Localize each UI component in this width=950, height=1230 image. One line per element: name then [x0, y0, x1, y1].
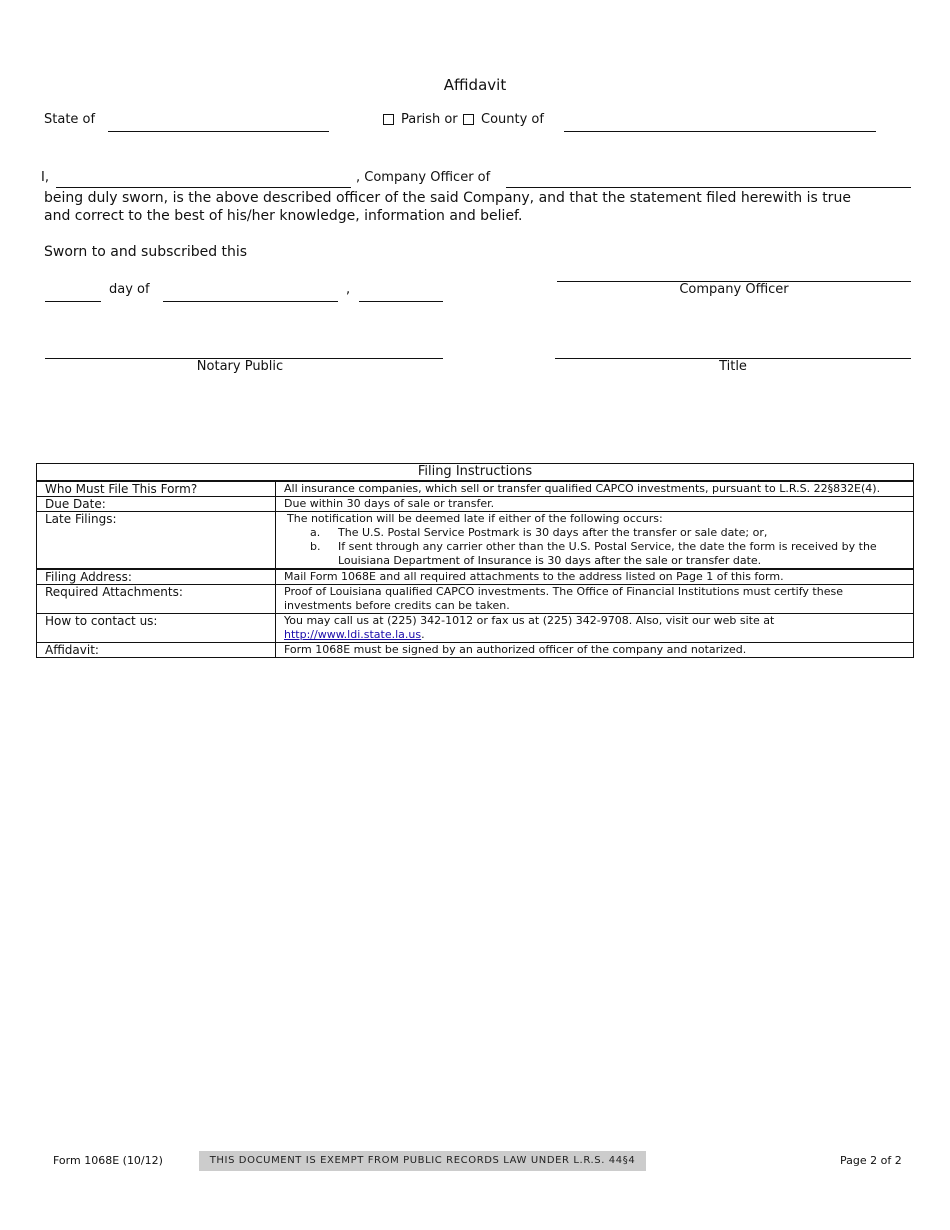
notary-public-signature[interactable] — [45, 340, 443, 359]
statement-line-2: and correct to the best of his/her knowledge, information and belief. — [44, 208, 523, 224]
notary-public-label: Notary Public — [196, 359, 284, 374]
list-item — [284, 526, 905, 540]
table-row — [37, 512, 914, 570]
year-field[interactable] — [359, 283, 443, 302]
who-must-file-label: Who Must File This Form? — [37, 481, 276, 497]
list-marker: b. — [310, 540, 321, 553]
who-must-file-text: All insurance companies, which sell or transfer qualified CAPCO investments, pursuant to L.R.S. 22§832E(4). — [276, 481, 914, 497]
county-checkbox[interactable] — [463, 114, 474, 125]
company-officer-label: Company Officer — [679, 282, 789, 297]
website-link[interactable]: http://www.ldi.state.la.us — [284, 628, 422, 641]
contact-period: . — [421, 628, 425, 641]
i-label: I, — [41, 170, 49, 185]
state-field[interactable] — [108, 113, 329, 132]
filing-address-label: Filing Address: — [37, 569, 276, 585]
contact-text: You may call us at (225) 342-1012 or fax us at (225) 342-9708. Also, visit our web site at — [284, 614, 775, 627]
day-of-label: day of — [109, 282, 150, 297]
month-field[interactable] — [163, 283, 338, 302]
title-label: Title — [719, 359, 747, 374]
company-officer-signature[interactable] — [557, 263, 911, 282]
affidavit-row-text: Form 1068E must be signed by an authorized officer of the company and notarized. — [276, 643, 914, 658]
list-marker: a. — [310, 526, 321, 539]
parish-county-field[interactable] — [564, 113, 876, 132]
list-item — [284, 540, 905, 568]
exempt-notice: THIS DOCUMENT IS EXEMPT FROM PUBLIC RECORDS LAW UNDER L.R.S. 44§4 — [199, 1151, 646, 1171]
filing-instructions-header-row — [37, 464, 914, 482]
table-row — [37, 481, 914, 497]
title-field[interactable] — [555, 340, 911, 359]
company-name-field[interactable] — [506, 169, 911, 188]
affidavit-row-label: Affidavit: — [37, 643, 276, 658]
late-filings-label: Late Filings: — [37, 512, 276, 570]
comma-separator: , — [346, 282, 351, 297]
officer-name-field[interactable] — [56, 169, 351, 188]
required-attachments-label: Required Attachments: — [37, 585, 276, 614]
late-filings-intro: The notification will be deemed late if either of the following occurs: — [287, 512, 663, 525]
late-filings-list — [284, 526, 905, 568]
county-label: County of — [481, 112, 544, 127]
filing-address-text: Mail Form 1068E and all required attachments to the address listed on Page 1 of this form. — [276, 569, 914, 585]
list-item-text: If sent through any carrier other than the U.S. Postal Service, the date the form is received by the Louisiana Department of Insurance is 30 days after the sale or transfer date. — [338, 540, 877, 567]
sworn-label: Sworn to and subscribed this — [44, 244, 248, 260]
page-number: Page 2 of 2 — [840, 1154, 902, 1167]
table-row — [37, 614, 914, 643]
parish-label: Parish or — [401, 112, 458, 127]
day-field[interactable] — [45, 283, 101, 302]
filing-instructions-heading: Filing Instructions — [37, 464, 914, 482]
statement-line-1: being duly sworn, is the above described officer of the said Company, and that the statement filed herewith is true — [44, 190, 851, 206]
list-item-text: The U.S. Postal Service Postmark is 30 days after the transfer or sale date; or, — [338, 526, 768, 539]
due-date-text: Due within 30 days of sale or transfer. — [276, 497, 914, 512]
company-officer-of-label: , Company Officer of — [356, 170, 491, 185]
due-date-label: Due Date: — [37, 497, 276, 512]
table-row — [37, 497, 914, 512]
form-id: Form 1068E (10/12) — [53, 1154, 163, 1167]
table-row — [37, 643, 914, 658]
state-label: State of — [44, 112, 96, 127]
contact-label: How to contact us: — [37, 614, 276, 643]
table-row — [37, 585, 914, 614]
table-row — [37, 569, 914, 585]
affidavit-title: Affidavit — [443, 76, 507, 94]
late-filings-cell — [276, 512, 914, 570]
filing-instructions-table — [36, 463, 914, 658]
required-attachments-text: Proof of Louisiana qualified CAPCO investments. The Office of Financial Institutions must certify these investments before credits can be taken. — [276, 585, 914, 614]
contact-cell — [276, 614, 914, 643]
parish-checkbox[interactable] — [383, 114, 394, 125]
